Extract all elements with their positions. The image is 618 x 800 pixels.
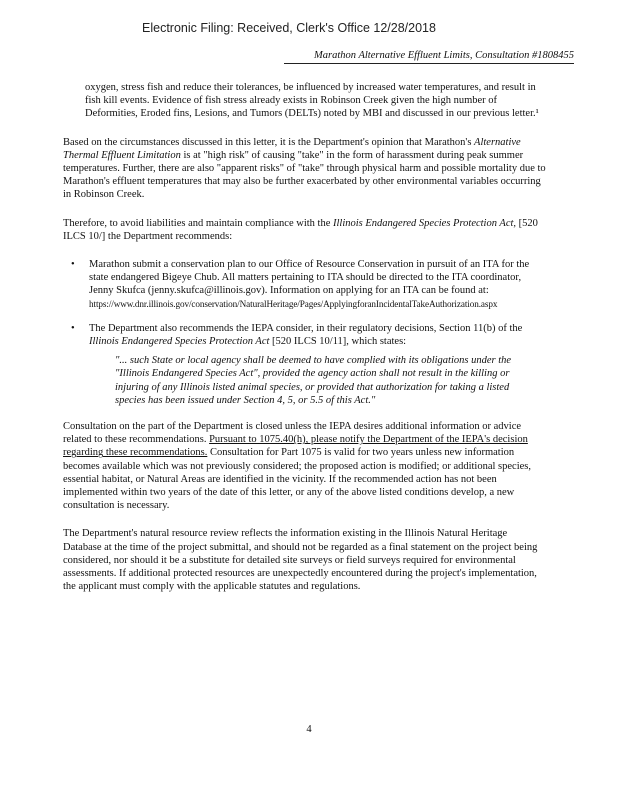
text-run: Based on the circumstances discussed in this letter, it is the Department's opinion that Marathon's xyxy=(63,136,475,148)
text-run: is at "high risk" of causing "take" in the form of harassment during peak summer temperatures. Further, there are also "apparent risks" of "take" through physical harm and possible mortality due to Marathon's effluent temperatures that may also be further exacerbated by other environmental variables occurring in Robinson Creek. xyxy=(63,149,546,201)
statute-quote: "... such State or local agency shall be deemed to have complied with its obligations under the "Illinois Endangered Species Act", provided the agency action shall not result in the killing or injuring of any Illinois listed animal species, or provided that authorization for taking a listed species has been issued under Section 4, 5, or 5.5 of this Act." xyxy=(115,355,512,406)
page-header: Marathon Alternative Effluent Limits, Consultation #1808455 xyxy=(314,50,574,61)
recommendations-list xyxy=(63,258,548,407)
header-rule xyxy=(284,63,574,64)
italic-title: Alternative Thermal Effluent Limitation xyxy=(63,136,521,161)
text-run: The Department also recommends the IEPA consider, in their regulatory decisions, Section 11(b) of the xyxy=(89,322,523,334)
text-run: Therefore, to avoid liabilities and maintain compliance with the xyxy=(63,217,333,229)
bullet-icon: • xyxy=(71,322,75,334)
list-item xyxy=(63,322,548,407)
italic-act-title: Illinois Endangered Species Protection Act, xyxy=(333,217,517,229)
text-run: [520 ILCS 10/11], which states: xyxy=(269,336,407,348)
paragraph-review: The Department's natural resource review reflects the information existing in the Illinois Natural Heritage Database at the time of the project submittal, and should not be regarded as a final statement on the project being considered, nor should it be a substitute for detailed site surveys or field surveys required for environmental assessments. If additional protected resources are unexpectedly encountered during the project's implementation, the applicant must comply with the applicable statutes and regulations. xyxy=(63,528,538,593)
italic-act-title: Illinois Endangered Species Protection Act xyxy=(89,336,270,348)
text-run: Consultation for Part 1075 is valid for two years unless new information becomes available which was not previously considered; the proposed action is modified; or additional species, essential habitat, or Natural Areas are identified in the vicinity. If the recommended action has not been implemented within two years of the date of this letter, or any of the above listed conditions develop, a new consultation is necessary. xyxy=(63,447,531,512)
paragraph-opinion xyxy=(63,136,548,202)
paragraph-therefore xyxy=(63,217,548,243)
letter-body xyxy=(63,81,548,609)
list-item xyxy=(63,258,548,311)
bullet-icon: • xyxy=(71,259,75,271)
ita-link[interactable]: https://www.dnr.illinois.gov/conservation/NaturalHeritage/Pages/ApplyingforanIncidentalTakeAuthorization.aspx xyxy=(89,298,498,309)
text-run: [520 ILCS 10/] the Department recommends: xyxy=(63,217,538,242)
page-number: 4 xyxy=(306,724,312,735)
filing-stamp: Electronic Filing: Received, Clerk's Office 12/28/2018 xyxy=(142,21,436,35)
text-run: Consultation on the part of the Department is closed unless the IEPA desires additional information or advice related to these recommendations. xyxy=(63,421,522,446)
paragraph-continued: oxygen, stress fish and reduce their tolerances, be influenced by increased water temperatures, and result in fish kill events. Evidence of fish stress already exists in Robinson Creek given the high number of Deformities, Eroded fins, Lesions, and Tumors (DELTs) noted by MBI and discussed in our previous letter.¹ xyxy=(85,82,539,120)
paragraph-consultation xyxy=(63,420,548,512)
underlined-notice: Pursuant to 1075.40(h), please notify the Department of the IEPA's decision regarding these recommendations. xyxy=(63,434,528,459)
bullet-text: Marathon submit a conservation plan to our Office of Resource Conservation in pursuit of an ITA for the state endangered Bigeye Chub. All matters pertaining to ITA should be directed to the ITA coordinator, Jenny Skufca (jenny.skufca@illinois.gov). Information on applying for an ITA can be found at: xyxy=(89,259,530,297)
